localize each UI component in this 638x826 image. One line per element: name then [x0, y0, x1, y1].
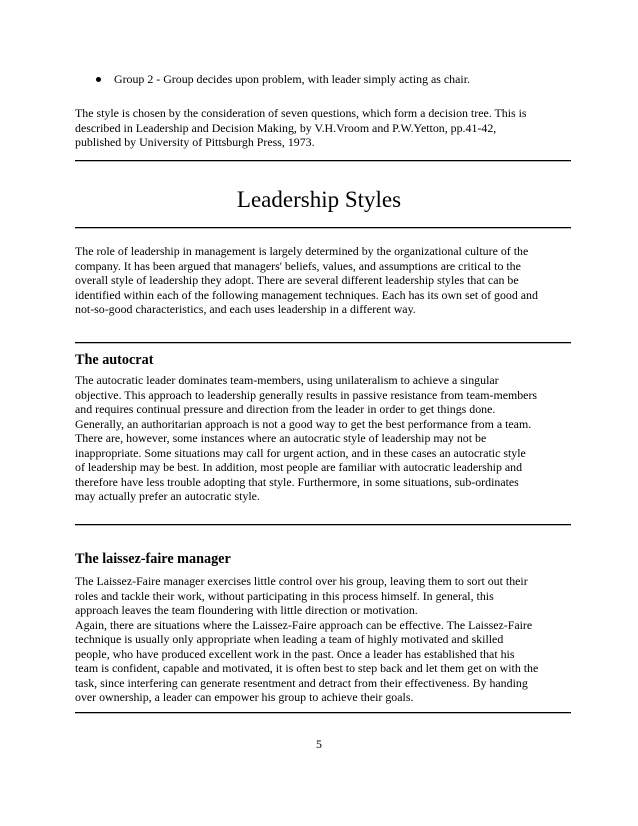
- paragraph-line: not-so-good characteristics, and each uses leadership in a different way.: [75, 302, 416, 316]
- paragraph-line: The Laissez-Faire manager exercises little control over his group, leaving them to sort out their: [75, 574, 528, 588]
- page-number: 5: [316, 737, 322, 751]
- page-title: Leadership Styles: [236, 187, 402, 212]
- paragraph-line: Again, there are situations where the Laissez-Faire approach can be effective. The Laissez-Faire: [75, 617, 533, 632]
- bullet-icon: [96, 77, 101, 82]
- paragraph-line: The style is chosen by the consideration of seven questions, which form a decision tree. This is: [75, 106, 527, 120]
- laissez-faire-paragraph: [75, 574, 538, 705]
- paragraph-line: The role of leadership in management is largely determined by the organizational culture of the: [75, 244, 529, 258]
- paragraph-line: approach leaves the team floundering with little direction or motivation.: [75, 603, 418, 617]
- section-divider: [75, 524, 571, 525]
- paragraph-line: The autocratic leader dominates team-members, using unilateralism to achieve a singular: [75, 373, 499, 387]
- paragraph-line: identified within each of the following management techniques. Each has its own set of good and: [75, 287, 538, 302]
- section-heading-laissez-faire: The laissez-faire manager: [75, 551, 231, 567]
- paragraph-line: may actually prefer an autocratic style.: [75, 489, 260, 503]
- bullet-text: Group 2 - Group decides upon problem, with leader simply acting as chair.: [114, 72, 470, 86]
- section-divider: [75, 342, 571, 343]
- paragraph-line: people, who have produced excellent work in the past. Once a leader has established that his: [75, 646, 515, 661]
- paragraph-line: team is confident, capable and motivated, it is often best to step back and let them get on with the: [75, 661, 539, 675]
- paragraph-line: Generally, an authoritarian approach is not a good way to get the best performance from a team.: [75, 416, 532, 431]
- paragraph-line: technique is usually only appropriate when leading a team of highly motivated and skilled: [75, 632, 504, 646]
- paragraph-line: company. It has been argued that managers' beliefs, values, and assumptions are critical to the: [75, 258, 521, 273]
- section-divider: [75, 160, 571, 161]
- paragraph-line: published by University of Pittsburgh Press, 1973.: [75, 135, 315, 149]
- paragraph-line: therefore have less trouble adopting that style. Furthermore, in some situations, sub-ordinates: [75, 474, 519, 489]
- intro-paragraph: [75, 106, 527, 150]
- paragraph-line: inappropriate. Some situations may call for urgent action, and in these cases an autocratic style: [75, 445, 526, 460]
- paragraph-line: described in Leadership and Decision Making, by V.H.Vroom and P.W.Yetton, pp.41-42,: [75, 120, 497, 135]
- paragraph-line: There are, however, some instances where an autocratic style of leadership may not be: [75, 431, 487, 445]
- paragraph-line: task, since interfering can generate resentment and detract from their effectiveness. By handing: [75, 675, 528, 690]
- paragraph-line: overall style of leadership they adopt. There are several different leadership styles that can be: [75, 273, 519, 287]
- overview-paragraph: [75, 244, 538, 317]
- paragraph-line: of leadership may be best. In addition, most people are familiar with autocratic leadership and: [75, 460, 523, 474]
- paragraph-line: and requires continual pressure and direction from the leader in order to get things done.: [75, 402, 496, 416]
- section-heading-autocrat: The autocrat: [75, 352, 154, 368]
- section-divider: [75, 712, 571, 713]
- paragraph-line: over ownership, a leader can empower his group to achieve their goals.: [75, 690, 414, 704]
- paragraph-line: objective. This approach to leadership generally results in passive resistance from team-members: [75, 387, 538, 402]
- paragraph-line: roles and tackle their work, without participating in this process himself. In general, this: [75, 588, 494, 603]
- autocrat-paragraph: [75, 373, 537, 504]
- section-divider: [75, 227, 571, 228]
